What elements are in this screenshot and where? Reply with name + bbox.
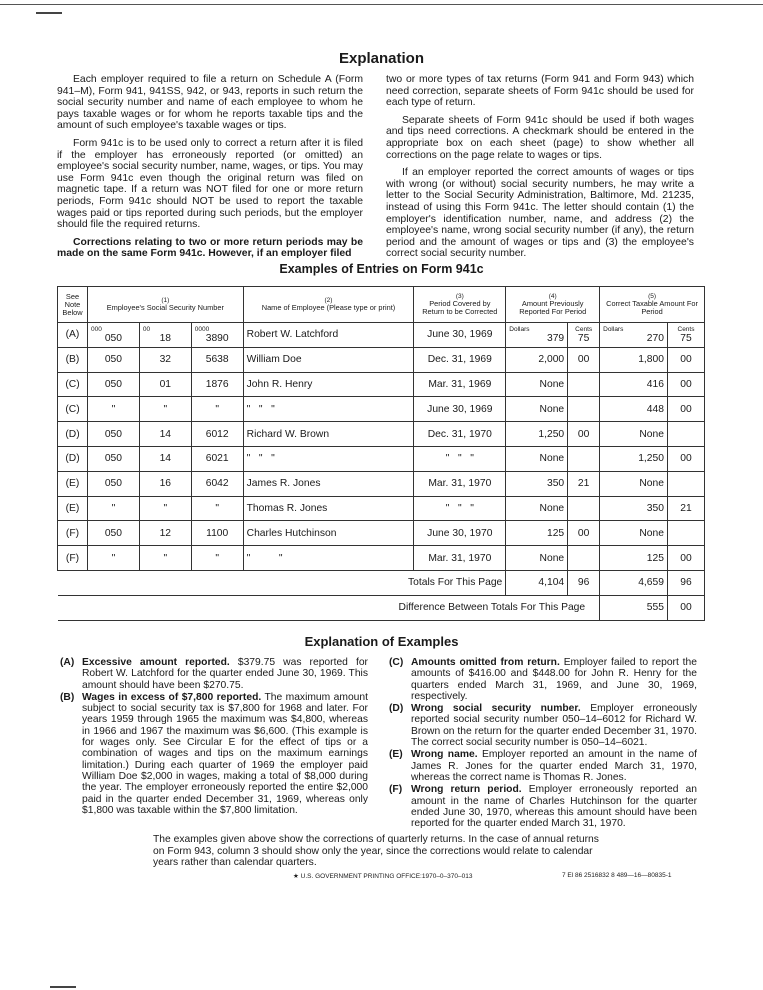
previous-dollars-cell: None [506,496,568,521]
header-ssn: (1) Employee's Social Security Number [87,287,243,323]
ssn-group-cell: " [139,496,191,521]
ssn-group-cell: 16 [139,471,191,496]
printing-office-line: ★ U.S. GOVERNMENT PRINTING OFFICE:1970–0–370–013 [293,873,473,880]
correct-dollars-cell: 416 [600,372,668,397]
ssn-area-cell [87,323,139,348]
ssn-serial-cell: " [191,496,243,521]
header-previous-amount: (4) Amount Previously Reported For Period [506,287,600,323]
ssn-area-cell: 050 [87,521,139,546]
example-heading: Wrong return period. [411,784,522,796]
table-row [58,546,705,571]
correct-cents-cell: 00 [667,446,704,471]
totals-previous-dollars: 4,104 [506,570,568,595]
note-cell: (C) [58,372,88,397]
ssn-serial-cell: " [191,397,243,422]
note-cell: (C) [58,397,88,422]
header-correct-amount: (5) Correct Taxable Amount For Period [600,287,705,323]
intro-paragraph: two or more types of tax returns (Form 941 and Form 943) which need correction, separate sheets of Form 941c should be used for each type of return. [386,74,694,109]
example-text: Employer failed to report the amounts of $416.00 and $448.00 for John R. Henry for the quarters ended March 31, 1969, and June 30, 1969, respectively. [411,657,697,702]
previous-cents-cell: 00 [568,347,600,372]
previous-cents-cell [568,372,600,397]
employee-name-cell: James R. Jones [243,471,414,496]
period-cell: Mar. 31, 1970 [414,546,506,571]
note-cell: (F) [58,521,88,546]
example-key: (D) [389,703,404,715]
ssn-serial-cell: 6042 [191,471,243,496]
previous-cents-cell: 00 [568,422,600,447]
intro-paragraph: Each employer required to file a return on Schedule A (Form 941–M), Form 941, 941SS, 942, or 943, reports in such return the social security number and name of each employee to whom he pays taxable wages or for whom he reports taxable tips and the amount of such employee's taxable wages or tips. [57,74,363,132]
intro-paragraph: Corrections relating to two or more return periods may be made on the same Form 941c. However, if an employer filed [57,236,363,260]
difference-row [58,595,705,620]
ssn-group-cell: 12 [139,521,191,546]
previous-dollars-cell [506,323,568,348]
table-header-row [58,287,705,323]
example-heading: Wages in excess of $7,800 reported. [82,691,262,703]
correct-dollars-cell: 350 [600,496,668,521]
intro-paragraph: Separate sheets of Form 941c should be used if both wages and tips need corrections. A checkmark should be entered in the appropriate box on each sheet (page) to show whether all corrections on the page relate to wages or tips. [386,114,694,161]
previous-dollars-cell: None [506,546,568,571]
period-cell: Mar. 31, 1969 [414,372,506,397]
period-cell: Dec. 31, 1970 [414,422,506,447]
correct-dollars: 270 [646,332,664,344]
previous-cents-cell [568,397,600,422]
ssn-group-cell: 14 [139,446,191,471]
note-cell: (D) [58,446,88,471]
top-rule [0,4,763,5]
ssn-area: 050 [104,332,123,344]
employee-name-cell: John R. Henry [243,372,414,397]
correct-cents-cell: 00 [667,347,704,372]
ssn-serial: 3890 [205,332,229,344]
example-text: $379.75 was reported for Robert W. Latchford for the quarter ended June 30, 1969. This amount should have been $270.75. [82,657,368,691]
header-period: (3) Period Covered by Return to be Corrected [414,287,506,323]
difference-correct-cents: 00 [667,595,704,620]
ssn-serial-cell: 6012 [191,422,243,447]
table-title: Examples of Entries on Form 941c [279,262,484,276]
correct-cents-cell [667,521,704,546]
previous-cents: 75 [577,332,590,344]
ssn-area-cell: 050 [87,347,139,372]
intro-left-column [57,74,363,266]
intro-paragraph: Form 941c is to be used only to correct a return after it is filed if the employer has erroneously reported (or omitted) an employee's social security number, name, wages, or tips. You may use Form 941c even though the original return was filed on magnetic tape. If a return was NOT filed for one or more return periods, Form 941c should NOT be used to report the taxable wages paid or tips reported during such periods, but the employer should file the required returns. [57,137,363,231]
ssn-area-cell: " [87,397,139,422]
table-row [58,471,705,496]
example-text: Employer reported an amount in the name of James R. Jones for the quarter ended March 31, 1970, whereas the correct name is Thomas R. Jones. [411,749,697,783]
corner-mark [36,12,62,14]
correct-cents-cell: 00 [667,546,704,571]
example-key: (B) [60,691,75,703]
example-item [60,657,368,691]
table-row [58,397,705,422]
employee-name-cell: " " " [243,446,414,471]
employee-name-cell: William Doe [243,347,414,372]
table-row [58,323,705,348]
correct-cents-cell [667,323,704,348]
totals-correct-dollars: 4,659 [600,570,668,595]
ssn-group: 18 [159,332,172,344]
employee-name-cell: Thomas R. Jones [243,496,414,521]
period-cell: Mar. 31, 1970 [414,471,506,496]
employee-name-cell: Richard W. Brown [243,422,414,447]
ssn-area-cell: 050 [87,446,139,471]
example-heading: Excessive amount reported. [82,657,230,668]
ssn-group-cell: " [139,397,191,422]
ssn-serial-cell: 5638 [191,347,243,372]
ssn-group-cell: 32 [139,347,191,372]
entries-table [57,286,705,621]
period-cell: Dec. 31, 1969 [414,347,506,372]
example-key: (E) [389,749,403,761]
correct-dollars-cell: 1,800 [600,347,668,372]
ssn-serial-cell: " [191,546,243,571]
cents-label: Cents [677,325,695,333]
example-key: (F) [389,784,403,796]
ssn-group-cell [139,323,191,348]
ssn-hint: 00 [142,325,151,333]
ssn-group-cell: 01 [139,372,191,397]
previous-dollars: 379 [546,332,565,344]
correct-cents: 75 [680,332,692,344]
ssn-group-cell: " [139,546,191,571]
example-item [60,692,368,816]
example-text: The maximum amount subject to social security tax is $7,800 for 1968 and later. For years 1959 through 1965 the maximum was $4,800, whereas in 1966 and 1967 the maximum was $6,600. (This example is for wages only. See Circular E for the effect of tips or a combination of wages and tips on the maximum earnings limitation.) During each quarter of 1969 the employer paid William Doe $2,000 in wages, making a total of $8,000 during the year. The employer erroneously reported the entire $2,000 paid in the quarter ended December 31, 1969, whereas only $1,800 was taxable within the $7,800 limitation. [82,691,368,816]
closing-note: The examples given above show the corrections of quarterly returns. In the case of annual returns on Form 943, column 3 should show only the year, since the corrections would relate to calendar years rather than calendar quarters. [153,834,599,869]
page-title: Explanation [338,50,424,67]
corner-mark [50,986,76,988]
previous-cents-cell: 21 [568,471,600,496]
example-text: Employer erroneously reported social security number 050–14–6012 for Richard W. Brown on the return for the quarter ended December 31, 1970. The correct social security number is 050–14–6021. [411,703,698,749]
previous-cents-cell [568,446,600,471]
intro-paragraph: If an employer reported the correct amounts of wages or tips with wrong (or without) social security numbers, he may write a letter to the Social Security Administration, Baltimore, Md. 21235, instead of using this Form 941c. The letter should contain (1) the employer's identification number, name, and address (2) the employee's name, wrong social security number (if any), the return period and the amount of wages or tips and (3) the employee's correct social security number. [386,167,694,260]
previous-dollars-cell: 350 [506,471,568,496]
correct-cents-cell [667,422,704,447]
examples-left-column [60,657,368,817]
correct-cents-cell [667,471,704,496]
example-item [389,784,697,829]
table-row [58,422,705,447]
dollars-label: Dollars [509,325,530,333]
previous-dollars-cell: 1,250 [506,422,568,447]
previous-cents-cell: 00 [568,521,600,546]
ssn-group-cell: 14 [139,422,191,447]
cents-label: Cents [575,325,593,333]
period-cell: " " " [414,446,506,471]
dollars-label: Dollars [603,325,624,333]
correct-dollars-cell: 125 [600,546,668,571]
previous-dollars-cell: 2,000 [506,347,568,372]
header-note: See Note Below [58,287,88,323]
previous-cents-cell [568,546,600,571]
correct-dollars-cell: 448 [600,397,668,422]
employee-name-cell: Charles Hutchinson [243,521,414,546]
intro-right-column [386,74,694,266]
examples-right-column [389,657,697,830]
ssn-serial-cell [191,323,243,348]
previous-dollars-cell: None [506,397,568,422]
note-cell: (F) [58,546,88,571]
example-item [389,749,697,783]
employee-name-cell: " " [243,546,414,571]
example-key: (C) [389,657,404,668]
examples-title: Explanation of Examples [304,634,459,649]
note-cell: (A) [58,323,88,348]
correct-dollars-cell: 1,250 [600,446,668,471]
totals-row [58,570,705,595]
ssn-serial-cell: 1876 [191,372,243,397]
previous-dollars-cell: None [506,372,568,397]
correct-dollars-cell [600,323,668,348]
header-name: (2) Name of Employee (Please type or print) [243,287,414,323]
note-cell: (D) [58,422,88,447]
form-number: 7 El 86 2516832 8 489—16—80835-1 [562,872,672,879]
example-item [389,657,697,702]
correct-cents-cell: 00 [667,372,704,397]
table-row [58,372,705,397]
table-row [58,521,705,546]
example-item [389,703,697,748]
previous-cents-cell [568,323,600,348]
totals-correct-cents: 96 [667,570,704,595]
period-cell: June 30, 1970 [414,521,506,546]
employee-name-cell: Robert W. Latchford [243,323,414,348]
totals-previous-cents: 96 [568,570,600,595]
ssn-area-cell: " [87,496,139,521]
note-cell: (B) [58,347,88,372]
ssn-area-cell: 050 [87,372,139,397]
example-heading: Wrong social security number. [411,703,581,715]
difference-correct-dollars: 555 [600,595,668,620]
ssn-hint: 000 [90,325,102,333]
ssn-serial-cell: 6021 [191,446,243,471]
ssn-area-cell: 050 [87,471,139,496]
correct-cents-cell: 00 [667,397,704,422]
note-cell: (E) [58,496,88,521]
previous-cents-cell [568,496,600,521]
table-row [58,347,705,372]
example-key: (A) [60,657,75,668]
period-cell: " " " [414,496,506,521]
totals-label: Totals For This Page [408,577,503,589]
ssn-hint: 0000 [194,325,210,333]
correct-dollars-cell: None [600,422,668,447]
previous-dollars-cell: None [506,446,568,471]
table-row [58,496,705,521]
period-cell: June 30, 1969 [414,323,506,348]
period-cell: June 30, 1969 [414,397,506,422]
correct-dollars-cell: None [600,521,668,546]
note-cell: (E) [58,471,88,496]
employee-name-cell: " " " [243,397,414,422]
example-text: Employer erroneously reported an amount in the name of Charles Hutchinson for the quarter ended June 30, 1970, whereas this amount should have been reported for the quarter ended March 31, 1970. [411,784,697,830]
table-row [58,446,705,471]
example-heading: Amounts omitted from return. [411,657,560,668]
ssn-serial-cell: 1100 [191,521,243,546]
correct-dollars-cell: None [600,471,668,496]
ssn-area-cell: " [87,546,139,571]
ssn-area-cell: 050 [87,422,139,447]
previous-dollars-cell: 125 [506,521,568,546]
example-heading: Wrong name. [411,749,478,761]
correct-cents-cell: 21 [667,496,704,521]
difference-label: Difference Between Totals For This Page [58,595,600,620]
